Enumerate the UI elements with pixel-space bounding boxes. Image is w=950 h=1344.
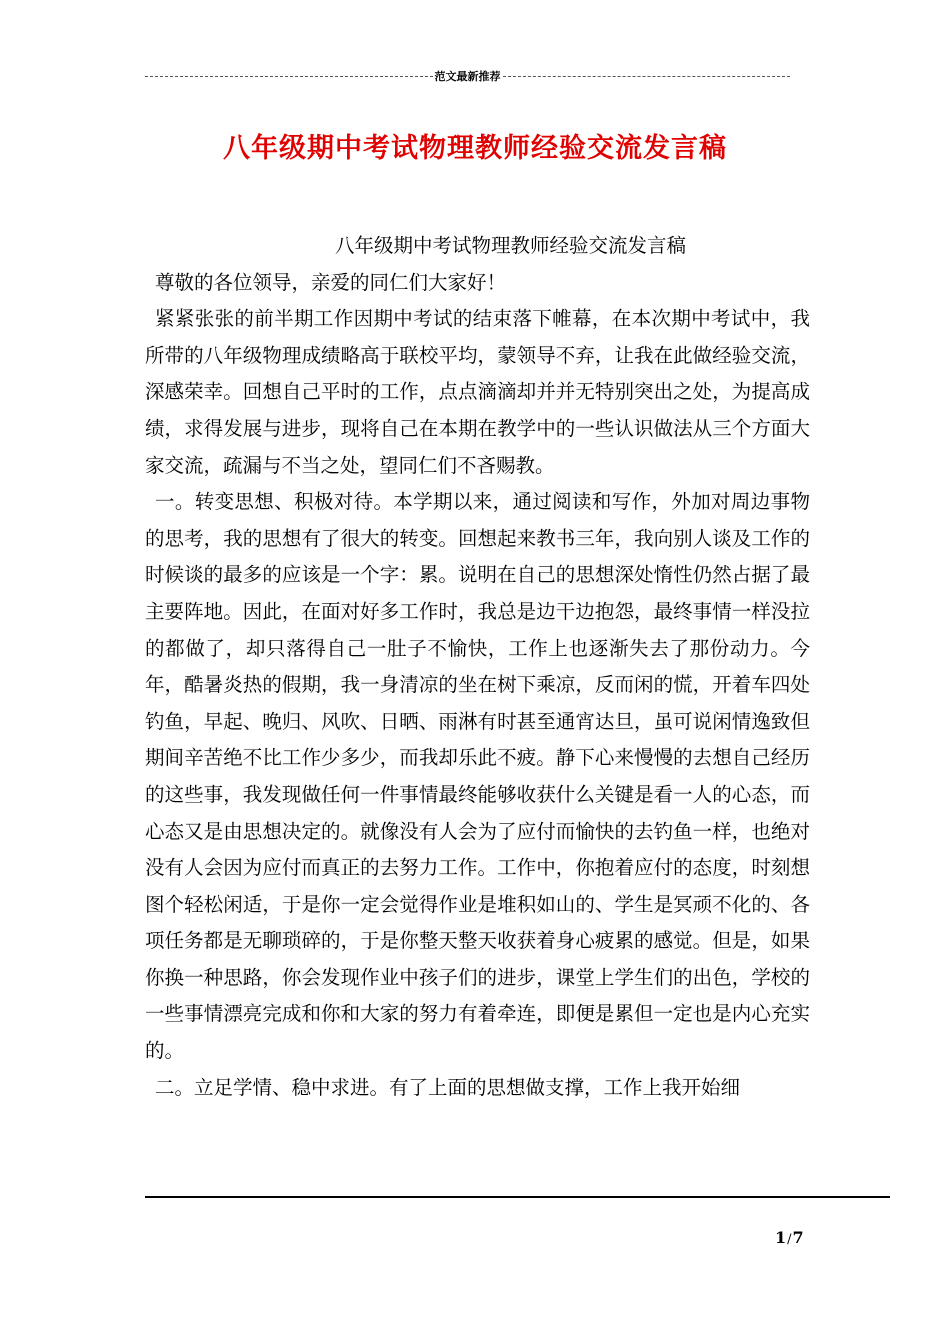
header-dash-left (145, 76, 433, 77)
page-separator: / (787, 1232, 792, 1247)
header-label: 范文最新推荐 (434, 70, 501, 83)
page-header (145, 66, 790, 86)
document-subtitle: 八年级期中考试物理教师经验交流发言稿 (335, 234, 687, 257)
paragraph-section-two: 二。立足学情、稳中求进。有了上面的思想做支撑，工作上我开始细 (155, 1075, 741, 1099)
page-total: 7 (792, 1228, 804, 1247)
header-dash-right (503, 76, 791, 77)
page-number (775, 1228, 804, 1247)
paragraph-greeting: 尊敬的各位领导，亲爱的同仁们大家好！ (155, 270, 507, 294)
document-title: 八年级期中考试物理教师经验交流发言稿 (223, 133, 727, 164)
page-current: 1 (775, 1228, 787, 1247)
footer-rule (145, 1196, 890, 1198)
paragraph-intro: 紧紧张张的前半期工作因期中考试的结束落下帷幕，在本次期中考试中，我所带的八年级物理成绩略高于联校平均，蒙领导不弃，让我在此做经验交流，深感荣幸。回想自己平时的工作，点点滴滴却并并无特别突出之处，为提高成绩，求得发展与进步，现将自己在本期在教学中的一些认识做法从三个方面大家交流，疏漏与不当之处，望同仁们不吝赐教。 (145, 307, 810, 477)
document-body (145, 228, 810, 1106)
paragraph-section-one: 一。转变思想、积极对待。本学期以来，通过阅读和写作，外加对周边事物的思考，我的思想有了很大的转变。回想起来教书三年，我向别人谈及工作的时候谈的最多的应该是一个字：累。说明在自己的思想深处惰性仍然占据了最主要阵地。因此，在面对好多工作时，我总是边干边抱怨，最终事情一样没拉的都做了，却只落得自己一肚子不愉快，工作上也逐渐失去了那份动力。今年，酷暑炎热的假期，我一身清凉的坐在树下乘凉，反而闲的慌，开着车四处钓鱼，早起、晚归、风吹、日晒、雨淋有时甚至通宵达旦，虽可说闲情逸致但期间辛苦绝不比工作少多少，而我却乐此不疲。静下心来慢慢的去想自己经历的这些事，我发现做任何一件事情最终能够收获什么关键是看一人的心态，而心态又是由思想决定的。就像没有人会为了应付而愉快的去钓鱼一样，也绝对没有人会因为应付而真正的去努力工作。工作中，你抱着应付的态度，时刻想图个轻松闲适，于是你一定会觉得作业是堆积如山的、学生是冥顽不化的、各项任务都是无聊琐碎的，于是你整天整天收获着身心疲累的感觉。但是，如果你换一种思路，你会发现作业中孩子们的进步，课堂上学生们的出色，学校的一些事情漂亮完成和你和大家的努力有着牵连，即便是累但一定也是内心充实的。 (145, 490, 810, 1063)
